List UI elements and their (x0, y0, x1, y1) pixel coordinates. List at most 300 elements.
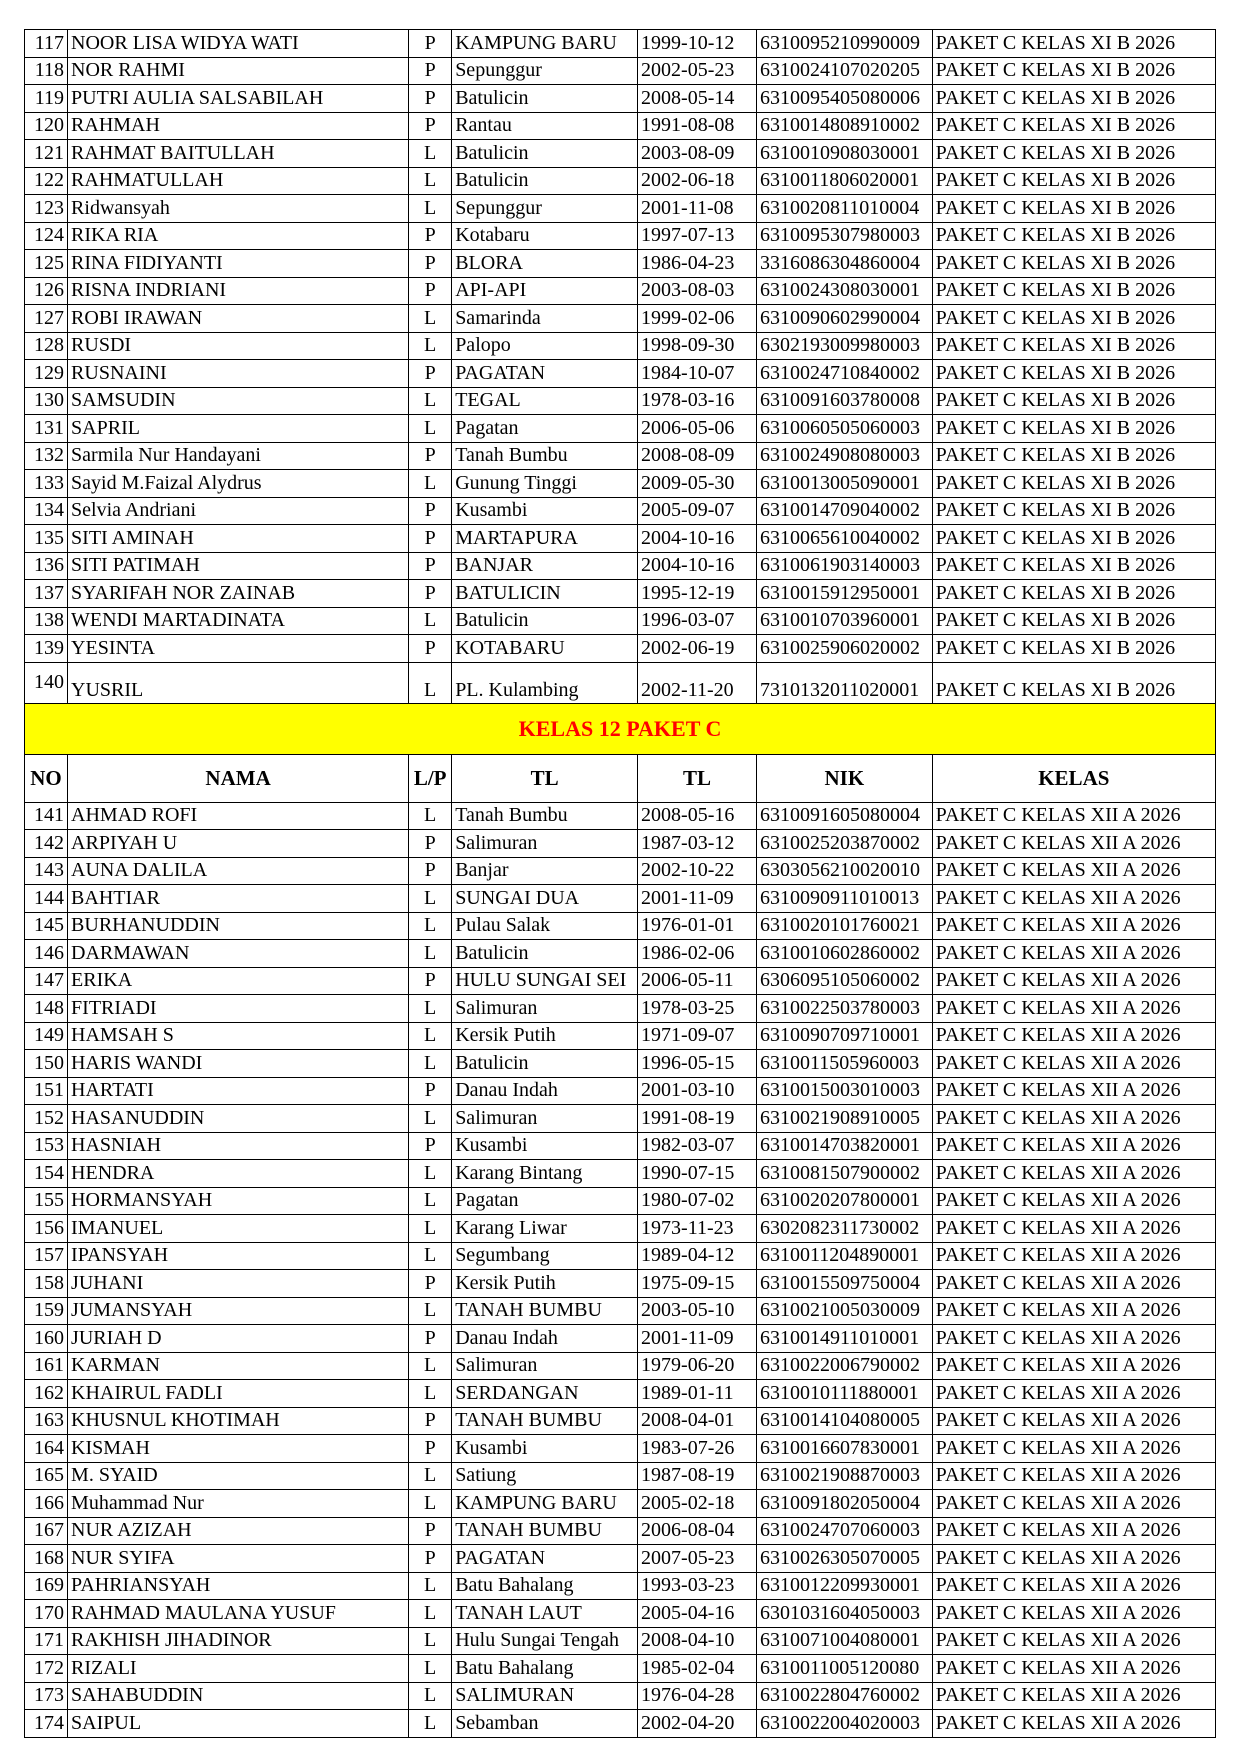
table-row (25, 1545, 1216, 1573)
cell-no: 126 (25, 277, 68, 305)
cell-kelas: PAKET C KELAS XI B 2026 (932, 415, 1215, 443)
table-row (25, 1462, 1216, 1490)
table-row (25, 1077, 1216, 1105)
cell-tl-date: 1985-02-04 (638, 1655, 757, 1683)
cell-no: 124 (25, 222, 68, 250)
cell-tl-place: Batulicin (452, 167, 638, 195)
table-row (25, 30, 1216, 58)
cell-nik: 6310011505960003 (757, 1050, 933, 1078)
cell-kelas: PAKET C KELAS XII A 2026 (932, 1710, 1215, 1738)
cell-nama: SAHABUDDIN (68, 1682, 409, 1710)
table-row (25, 1407, 1216, 1435)
cell-nama: HAMSAH S (68, 1022, 409, 1050)
cell-nama: KISMAH (68, 1435, 409, 1463)
cell-tl-date: 2008-05-16 (638, 802, 757, 830)
cell-tl-place: BANJAR (452, 552, 638, 580)
cell-kelas: PAKET C KELAS XII A 2026 (932, 1270, 1215, 1298)
cell-tl-place: Rantau (452, 112, 638, 140)
section-header (25, 703, 1216, 802)
table-row (25, 580, 1216, 608)
cell-tl-place: Sebamban (452, 1710, 638, 1738)
cell-tl-date: 2008-05-14 (638, 85, 757, 113)
cell-kelas: PAKET C KELAS XII A 2026 (932, 912, 1215, 940)
cell-kelas: PAKET C KELAS XI B 2026 (932, 580, 1215, 608)
cell-kelas: PAKET C KELAS XI B 2026 (932, 222, 1215, 250)
section-title-row (25, 703, 1216, 754)
cell-nama: HASANUDDIN (68, 1105, 409, 1133)
cell-nama: NOOR LISA WIDYA WATI (68, 30, 409, 58)
cell-lp: P (409, 1132, 452, 1160)
cell-tl-date: 2002-11-20 (638, 662, 757, 703)
cell-lp: L (409, 1215, 452, 1243)
table-row (25, 1600, 1216, 1628)
cell-kelas: PAKET C KELAS XII A 2026 (932, 1462, 1215, 1490)
cell-tl-date: 1995-12-19 (638, 580, 757, 608)
cell-nama: Muhammad Nur (68, 1490, 409, 1518)
cell-tl-date: 2001-11-09 (638, 1325, 757, 1353)
cell-kelas: PAKET C KELAS XI B 2026 (932, 112, 1215, 140)
cell-nik: 6310024710840002 (757, 360, 933, 388)
cell-nik: 6310024707060003 (757, 1517, 933, 1545)
cell-lp: L (409, 415, 452, 443)
table-row (25, 1627, 1216, 1655)
cell-tl-place: TEGAL (452, 387, 638, 415)
cell-tl-place: MARTAPURA (452, 525, 638, 553)
cell-tl-date: 1990-07-15 (638, 1160, 757, 1188)
cell-nama: AUNA DALILA (68, 857, 409, 885)
cell-kelas: PAKET C KELAS XII A 2026 (932, 1105, 1215, 1133)
table-row (25, 112, 1216, 140)
cell-no: 155 (25, 1187, 68, 1215)
student-table (24, 29, 1216, 1738)
cell-tl-place: Danau Indah (452, 1077, 638, 1105)
cell-tl-place: KAMPUNG BARU (452, 1490, 638, 1518)
cell-kelas: PAKET C KELAS XII A 2026 (932, 802, 1215, 830)
cell-tl-place: Batulicin (452, 140, 638, 168)
cell-tl-date: 1999-10-12 (638, 30, 757, 58)
cell-tl-place: SERDANGAN (452, 1380, 638, 1408)
cell-kelas: PAKET C KELAS XII A 2026 (932, 1655, 1215, 1683)
cell-tl-date: 1996-05-15 (638, 1050, 757, 1078)
table-row (25, 940, 1216, 968)
cell-nik: 6310091603780008 (757, 387, 933, 415)
cell-tl-date: 2002-10-22 (638, 857, 757, 885)
table-row (25, 1187, 1216, 1215)
cell-lp: P (409, 552, 452, 580)
cell-no: 139 (25, 635, 68, 663)
cell-tl-date: 1979-06-20 (638, 1352, 757, 1380)
cell-tl-place: Pagatan (452, 415, 638, 443)
cell-nik: 6302193009980003 (757, 332, 933, 360)
cell-tl-date: 1997-07-13 (638, 222, 757, 250)
cell-tl-place: HULU SUNGAI SEI (452, 967, 638, 995)
cell-tl-date: 2008-04-10 (638, 1627, 757, 1655)
cell-kelas: PAKET C KELAS XII A 2026 (932, 1572, 1215, 1600)
cell-nik: 6310013005090001 (757, 470, 933, 498)
cell-nama: IPANSYAH (68, 1242, 409, 1270)
table-row (25, 885, 1216, 913)
cell-lp: P (409, 112, 452, 140)
cell-tl-place: Kotabaru (452, 222, 638, 250)
cell-lp: L (409, 195, 452, 223)
table-row (25, 1682, 1216, 1710)
cell-nama: SITI PATIMAH (68, 552, 409, 580)
cell-nama: Sayid M.Faizal Alydrus (68, 470, 409, 498)
cell-nik: 6310024107020205 (757, 57, 933, 85)
cell-nama: SITI AMINAH (68, 525, 409, 553)
cell-tl-date: 2006-05-06 (638, 415, 757, 443)
cell-kelas: PAKET C KELAS XI B 2026 (932, 167, 1215, 195)
cell-no: 141 (25, 802, 68, 830)
table-row (25, 442, 1216, 470)
table-row (25, 332, 1216, 360)
header-nik: NIK (757, 754, 933, 802)
cell-kelas: PAKET C KELAS XII A 2026 (932, 1187, 1215, 1215)
table-row (25, 802, 1216, 830)
cell-nama: YESINTA (68, 635, 409, 663)
table-row (25, 1297, 1216, 1325)
cell-tl-date: 1991-08-19 (638, 1105, 757, 1133)
cell-lp: P (409, 525, 452, 553)
cell-tl-date: 1980-07-02 (638, 1187, 757, 1215)
cell-nama: BURHANUDDIN (68, 912, 409, 940)
cell-lp: L (409, 1352, 452, 1380)
cell-tl-date: 1996-03-07 (638, 607, 757, 635)
cell-tl-place: BLORA (452, 250, 638, 278)
table-row (25, 1572, 1216, 1600)
cell-lp: P (409, 857, 452, 885)
cell-kelas: PAKET C KELAS XII A 2026 (932, 1242, 1215, 1270)
cell-no: 163 (25, 1407, 68, 1435)
cell-nama: BAHTIAR (68, 885, 409, 913)
table-row (25, 1435, 1216, 1463)
cell-kelas: PAKET C KELAS XI B 2026 (932, 442, 1215, 470)
cell-kelas: PAKET C KELAS XI B 2026 (932, 360, 1215, 388)
table-row (25, 1325, 1216, 1353)
cell-tl-place: Kersik Putih (452, 1270, 638, 1298)
cell-tl-place: Tanah Bumbu (452, 802, 638, 830)
cell-tl-date: 2004-10-16 (638, 552, 757, 580)
cell-kelas: PAKET C KELAS XI B 2026 (932, 497, 1215, 525)
table-row (25, 662, 1216, 703)
cell-tl-place: Salimuran (452, 830, 638, 858)
cell-nama: JUMANSYAH (68, 1297, 409, 1325)
cell-no: 154 (25, 1160, 68, 1188)
cell-kelas: PAKET C KELAS XII A 2026 (932, 1517, 1215, 1545)
cell-tl-date: 2007-05-23 (638, 1545, 757, 1573)
cell-nik: 6310022503780003 (757, 995, 933, 1023)
cell-no: 145 (25, 912, 68, 940)
cell-lp: L (409, 1022, 452, 1050)
cell-kelas: PAKET C KELAS XI B 2026 (932, 525, 1215, 553)
cell-lp: P (409, 1435, 452, 1463)
table-row (25, 1105, 1216, 1133)
cell-nama: SAMSUDIN (68, 387, 409, 415)
cell-tl-place: Hulu Sungai Tengah (452, 1627, 638, 1655)
cell-tl-date: 1978-03-16 (638, 387, 757, 415)
table-row (25, 85, 1216, 113)
cell-lp: L (409, 305, 452, 333)
cell-kelas: PAKET C KELAS XII A 2026 (932, 1407, 1215, 1435)
cell-no: 161 (25, 1352, 68, 1380)
cell-kelas: PAKET C KELAS XI B 2026 (932, 470, 1215, 498)
section-title: KELAS 12 PAKET C (25, 703, 1216, 754)
cell-lp: L (409, 1187, 452, 1215)
cell-no: 172 (25, 1655, 68, 1683)
cell-tl-place: Batu Bahalang (452, 1572, 638, 1600)
cell-nama: RISNA INDRIANI (68, 277, 409, 305)
cell-no: 131 (25, 415, 68, 443)
cell-kelas: PAKET C KELAS XII A 2026 (932, 1132, 1215, 1160)
cell-kelas: PAKET C KELAS XII A 2026 (932, 1297, 1215, 1325)
cell-no: 171 (25, 1627, 68, 1655)
cell-lp: P (409, 497, 452, 525)
cell-lp: L (409, 1655, 452, 1683)
cell-no: 159 (25, 1297, 68, 1325)
cell-lp: P (409, 250, 452, 278)
cell-no: 160 (25, 1325, 68, 1353)
cell-no: 153 (25, 1132, 68, 1160)
cell-nama: FITRIADI (68, 995, 409, 1023)
cell-lp: L (409, 1490, 452, 1518)
cell-tl-date: 1971-09-07 (638, 1022, 757, 1050)
cell-lp: P (409, 30, 452, 58)
table-row (25, 525, 1216, 553)
cell-lp: P (409, 277, 452, 305)
cell-nik: 6310014911010001 (757, 1325, 933, 1353)
cell-tl-date: 2008-04-01 (638, 1407, 757, 1435)
cell-nama: Sarmila Nur Handayani (68, 442, 409, 470)
cell-tl-date: 1976-04-28 (638, 1682, 757, 1710)
cell-tl-date: 2009-05-30 (638, 470, 757, 498)
cell-nama: HASNIAH (68, 1132, 409, 1160)
cell-tl-place: SALIMURAN (452, 1682, 638, 1710)
table-row (25, 57, 1216, 85)
cell-no: 174 (25, 1710, 68, 1738)
cell-no: 140 (25, 662, 68, 703)
cell-kelas: PAKET C KELAS XII A 2026 (932, 1352, 1215, 1380)
cell-no: 148 (25, 995, 68, 1023)
table-row (25, 967, 1216, 995)
cell-tl-date: 1975-09-15 (638, 1270, 757, 1298)
table-row (25, 250, 1216, 278)
cell-no: 137 (25, 580, 68, 608)
cell-nama: RIKA RIA (68, 222, 409, 250)
cell-no: 125 (25, 250, 68, 278)
cell-nik: 6310020811010004 (757, 195, 933, 223)
cell-tl-place: PAGATAN (452, 1545, 638, 1573)
cell-lp: P (409, 1517, 452, 1545)
cell-lp: L (409, 607, 452, 635)
cell-lp: L (409, 1600, 452, 1628)
table-row (25, 415, 1216, 443)
cell-nama: RAHMATULLAH (68, 167, 409, 195)
cell-lp: L (409, 912, 452, 940)
cell-lp: P (409, 580, 452, 608)
cell-no: 150 (25, 1050, 68, 1078)
cell-lp: P (409, 967, 452, 995)
cell-tl-place: Batulicin (452, 607, 638, 635)
cell-lp: L (409, 662, 452, 703)
cell-nama: ARPIYAH U (68, 830, 409, 858)
cell-kelas: PAKET C KELAS XII A 2026 (932, 1160, 1215, 1188)
cell-nama: NUR SYIFA (68, 1545, 409, 1573)
cell-nik: 6310026305070005 (757, 1545, 933, 1573)
cell-tl-place: Banjar (452, 857, 638, 885)
cell-nama: DARMAWAN (68, 940, 409, 968)
cell-no: 123 (25, 195, 68, 223)
cell-no: 121 (25, 140, 68, 168)
header-no: NO (25, 754, 68, 802)
cell-kelas: PAKET C KELAS XII A 2026 (932, 1627, 1215, 1655)
cell-nama: SYARIFAH NOR ZAINAB (68, 580, 409, 608)
table-row (25, 1710, 1216, 1738)
cell-no: 149 (25, 1022, 68, 1050)
cell-lp: P (409, 830, 452, 858)
cell-lp: L (409, 1105, 452, 1133)
cell-nik: 6310090709710001 (757, 1022, 933, 1050)
cell-no: 157 (25, 1242, 68, 1270)
cell-kelas: PAKET C KELAS XII A 2026 (932, 885, 1215, 913)
cell-tl-date: 2003-08-03 (638, 277, 757, 305)
table-row (25, 1517, 1216, 1545)
cell-no: 138 (25, 607, 68, 635)
cell-tl-date: 2002-06-19 (638, 635, 757, 663)
cell-lp: L (409, 1050, 452, 1078)
cell-nik: 6310021908870003 (757, 1462, 933, 1490)
cell-nik: 3316086304860004 (757, 250, 933, 278)
cell-kelas: PAKET C KELAS XI B 2026 (932, 305, 1215, 333)
cell-nik: 6310010908030001 (757, 140, 933, 168)
cell-nama: HENDRA (68, 1160, 409, 1188)
cell-nama: HARTATI (68, 1077, 409, 1105)
cell-lp: L (409, 1682, 452, 1710)
cell-kelas: PAKET C KELAS XI B 2026 (932, 140, 1215, 168)
cell-no: 120 (25, 112, 68, 140)
table-row (25, 1022, 1216, 1050)
cell-tl-place: Palopo (452, 332, 638, 360)
cell-kelas: PAKET C KELAS XII A 2026 (932, 1050, 1215, 1078)
cell-nik: 6310090911010013 (757, 885, 933, 913)
cell-tl-place: TANAH BUMBU (452, 1517, 638, 1545)
cell-tl-place: Salimuran (452, 1105, 638, 1133)
table-row (25, 1380, 1216, 1408)
table-row (25, 830, 1216, 858)
cell-lp: L (409, 802, 452, 830)
cell-no: 129 (25, 360, 68, 388)
cell-no: 119 (25, 85, 68, 113)
cell-kelas: PAKET C KELAS XII A 2026 (932, 1682, 1215, 1710)
cell-nama: AHMAD ROFI (68, 802, 409, 830)
cell-kelas: PAKET C KELAS XI B 2026 (932, 85, 1215, 113)
cell-tl-place: Tanah Bumbu (452, 442, 638, 470)
cell-no: 142 (25, 830, 68, 858)
cell-nik: 6310015912950001 (757, 580, 933, 608)
cell-nik: 6310021908910005 (757, 1105, 933, 1133)
cell-nik: 6310020101760021 (757, 912, 933, 940)
table-row (25, 912, 1216, 940)
cell-tl-date: 2005-09-07 (638, 497, 757, 525)
cell-no: 143 (25, 857, 68, 885)
cell-tl-place: Batulicin (452, 940, 638, 968)
cell-no: 169 (25, 1572, 68, 1600)
table-row (25, 1215, 1216, 1243)
table-row (25, 1050, 1216, 1078)
cell-lp: P (409, 1325, 452, 1353)
cell-lp: P (409, 442, 452, 470)
cell-kelas: PAKET C KELAS XII A 2026 (932, 967, 1215, 995)
cell-tl-date: 2002-04-20 (638, 1710, 757, 1738)
cell-tl-date: 2004-10-16 (638, 525, 757, 553)
cell-lp: L (409, 387, 452, 415)
cell-tl-date: 1991-08-08 (638, 112, 757, 140)
table-row (25, 1655, 1216, 1683)
cell-nik: 6310015509750004 (757, 1270, 933, 1298)
table-body-bottom (25, 802, 1216, 1737)
cell-nama: KHAIRUL FADLI (68, 1380, 409, 1408)
cell-tl-date: 1976-01-01 (638, 912, 757, 940)
cell-no: 158 (25, 1270, 68, 1298)
table-row (25, 995, 1216, 1023)
cell-kelas: PAKET C KELAS XII A 2026 (932, 1380, 1215, 1408)
cell-no: 133 (25, 470, 68, 498)
cell-nama: PUTRI AULIA SALSABILAH (68, 85, 409, 113)
cell-tl-date: 2003-05-10 (638, 1297, 757, 1325)
cell-lp: P (409, 1407, 452, 1435)
cell-tl-date: 1984-10-07 (638, 360, 757, 388)
cell-nama: RUSDI (68, 332, 409, 360)
cell-nik: 6310091802050004 (757, 1490, 933, 1518)
table-row (25, 552, 1216, 580)
cell-tl-place: TANAH BUMBU (452, 1407, 638, 1435)
cell-lp: L (409, 1627, 452, 1655)
cell-tl-date: 1978-03-25 (638, 995, 757, 1023)
cell-nik: 6310090602990004 (757, 305, 933, 333)
cell-nama: HORMANSYAH (68, 1187, 409, 1215)
cell-nama: RIZALI (68, 1655, 409, 1683)
cell-nama: Selvia Andriani (68, 497, 409, 525)
cell-nik: 6310025203870002 (757, 830, 933, 858)
table-row (25, 222, 1216, 250)
cell-nik: 6310014703820001 (757, 1132, 933, 1160)
cell-nik: 6310015003010003 (757, 1077, 933, 1105)
cell-nama: YUSRIL (68, 662, 409, 703)
table-row (25, 635, 1216, 663)
cell-lp: L (409, 1710, 452, 1738)
cell-no: 127 (25, 305, 68, 333)
cell-nik: 6310020207800001 (757, 1187, 933, 1215)
cell-tl-date: 1998-09-30 (638, 332, 757, 360)
cell-nik: 6310060505060003 (757, 415, 933, 443)
table-row (25, 1160, 1216, 1188)
table-row (25, 1132, 1216, 1160)
cell-nik: 6302082311730002 (757, 1215, 933, 1243)
cell-tl-place: TANAH BUMBU (452, 1297, 638, 1325)
table-row (25, 305, 1216, 333)
cell-nik: 6310071004080001 (757, 1627, 933, 1655)
cell-nik: 6306095105060002 (757, 967, 933, 995)
cell-lp: L (409, 940, 452, 968)
cell-kelas: PAKET C KELAS XI B 2026 (932, 30, 1215, 58)
cell-lp: L (409, 167, 452, 195)
cell-nama: KHUSNUL KHOTIMAH (68, 1407, 409, 1435)
cell-nama: SAPRIL (68, 415, 409, 443)
table-row (25, 470, 1216, 498)
cell-nik: 6310016607830001 (757, 1435, 933, 1463)
cell-nama: SAIPUL (68, 1710, 409, 1738)
table-row (25, 277, 1216, 305)
cell-nik: 6310022006790002 (757, 1352, 933, 1380)
